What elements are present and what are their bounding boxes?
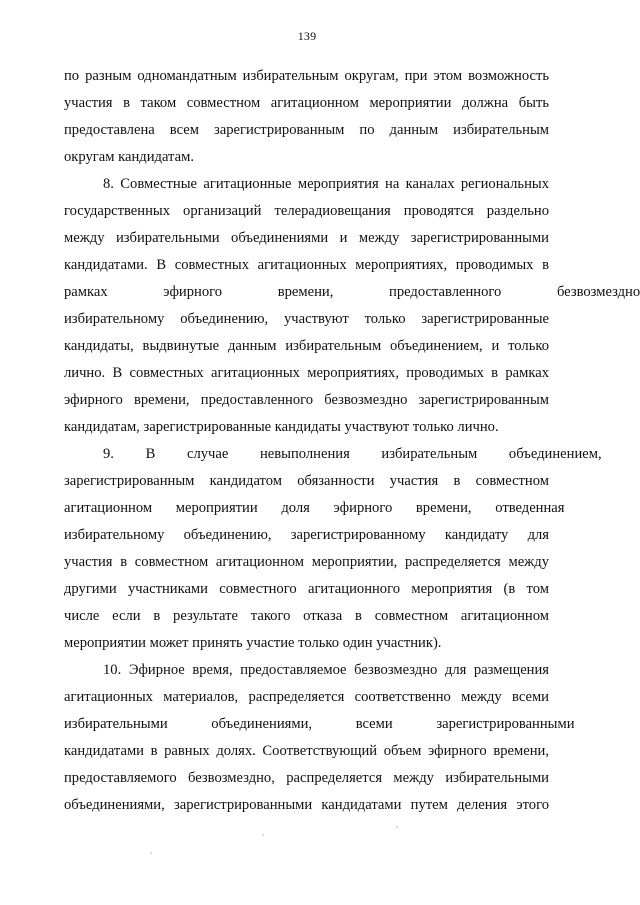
paragraph-start-9: 9. В случае невыполнения избирательным объединением,: [103, 446, 602, 462]
text-line: участия в таком совместном агитационном мероприятии должна быть: [64, 95, 549, 111]
scan-speck: [262, 834, 264, 836]
text-line: кандидаты, выдвинутые данным избирательным объединением, и только: [64, 338, 549, 354]
paragraph-start-8: 8. Совместные агитационные мероприятия на каналах региональных: [103, 176, 549, 192]
text-line: эфирного времени, предоставленного безвозмездно зарегистрированным: [64, 392, 549, 408]
text-line: избирательными объединениями, всеми зарегистрированными: [64, 716, 575, 732]
text-line: кандидатами в равных долях. Соответствующий объем эфирного времени,: [64, 743, 549, 759]
text-line: кандидатам, зарегистрированные кандидаты участвуют только лично.: [64, 419, 499, 435]
text-line: предоставлена всем зарегистрированным по данным избирательным: [64, 122, 549, 138]
text-line: рамках эфирного времени, предоставленного безвозмездно: [64, 284, 640, 300]
text-line: избирательному объединению, участвуют только зарегистрированные: [64, 311, 549, 327]
text-line: кандидатами. В совместных агитационных мероприятиях, проводимых в: [64, 257, 549, 273]
text-line: агитационных материалов, распределяется соответственно между всеми: [64, 689, 549, 705]
text-line: мероприятии может принять участие только один участник).: [64, 635, 442, 651]
text-line: лично. В совместных агитационных мероприятиях, проводимых в рамках: [64, 365, 549, 381]
text-line: избирательному объединению, зарегистрированному кандидату для: [64, 527, 549, 543]
text-line: участия в совместном агитационном мероприятии, распределяется между: [64, 554, 549, 570]
text-line: другими участниками совместного агитационного мероприятия (в том: [64, 581, 549, 597]
scan-speck: [396, 826, 398, 828]
text-line: предоставляемого безвозмездно, распределяется между избирательными: [64, 770, 549, 786]
text-line: зарегистрированным кандидатом обязанности участия в совместном: [64, 473, 549, 489]
page-number: 139: [297, 29, 317, 43]
scan-speck: [150, 852, 152, 854]
text-line: числе если в результате такого отказа в совместном агитационном: [64, 608, 549, 624]
paragraph-start-10: 10. Эфирное время, предоставляемое безвозмездно для размещения: [103, 662, 549, 678]
text-line: округам кандидатам.: [64, 149, 194, 165]
text-line: между избирательными объединениями и между зарегистрированными: [64, 230, 549, 246]
text-line: государственных организаций телерадиовещания проводятся раздельно: [64, 203, 549, 219]
text-line: по разным одномандатным избирательным округам, при этом возможность: [64, 68, 549, 84]
text-line: объединениями, зарегистрированными кандидатами путем деления этого: [64, 797, 549, 813]
text-line: агитационном мероприятии доля эфирного времени, отведенная: [64, 500, 565, 516]
